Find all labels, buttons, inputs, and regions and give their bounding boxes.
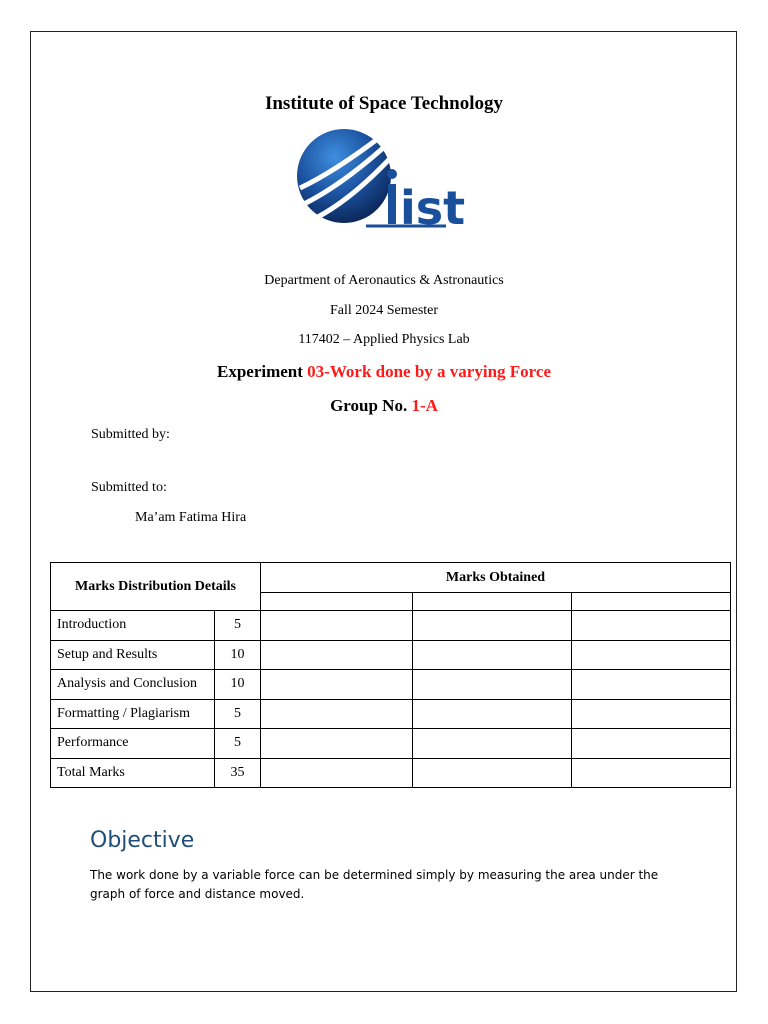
institute-title: Institute of Space Technology — [264, 93, 504, 114]
obtained-cell[interactable] — [413, 670, 572, 700]
table-row — [51, 611, 731, 641]
obtained-cell[interactable] — [261, 729, 413, 759]
objective-heading: Objective — [90, 828, 195, 853]
item-label: Formatting / Plagiarism — [51, 699, 215, 729]
table-row — [51, 670, 731, 700]
objective-text: The work done by a variable force can be determined simply by measuring the area under the graph of force and distance moved. — [90, 868, 659, 901]
obtained-cell[interactable] — [572, 640, 731, 670]
obtained-cell[interactable] — [261, 611, 413, 641]
item-label: Introduction — [51, 611, 215, 641]
obtained-cell[interactable] — [413, 611, 572, 641]
group-prefix: Group No. — [330, 396, 412, 415]
obtained-cell[interactable] — [572, 611, 731, 641]
table-row — [51, 699, 731, 729]
item-max: 5 — [215, 611, 261, 641]
item-max: 10 — [215, 670, 261, 700]
obtained-cell[interactable] — [261, 670, 413, 700]
obtained-cell[interactable] — [413, 729, 572, 759]
experiment-title — [0, 362, 768, 382]
obtained-cell[interactable] — [261, 593, 413, 611]
submitted-by-label: Submitted by: — [91, 427, 170, 442]
obtained-cell[interactable] — [261, 640, 413, 670]
item-max: 35 — [215, 758, 261, 788]
marks-table — [50, 562, 731, 788]
course: 117402 – Applied Physics Lab — [298, 332, 470, 347]
experiment-prefix: Experiment — [216, 362, 308, 381]
marks-obtained-header: Marks Obtained — [261, 563, 731, 593]
obtained-cell[interactable] — [413, 758, 572, 788]
table-row — [51, 640, 731, 670]
item-label: Analysis and Conclusion — [51, 670, 215, 700]
obtained-cell[interactable] — [413, 593, 572, 611]
marks-distribution-header: Marks Distribution Details — [51, 563, 261, 611]
table-header-row — [51, 563, 731, 593]
submitted-to-label: Submitted to: — [91, 480, 167, 495]
obtained-cell[interactable] — [413, 699, 572, 729]
teacher-name: Ma’am Fatima Hira — [135, 510, 247, 525]
group-value: 1-A — [411, 396, 438, 415]
obtained-cell[interactable] — [572, 758, 731, 788]
obtained-cell[interactable] — [413, 640, 572, 670]
obtained-cell[interactable] — [572, 699, 731, 729]
item-max: 5 — [215, 729, 261, 759]
table-row — [51, 729, 731, 759]
item-max: 5 — [215, 699, 261, 729]
obtained-cell[interactable] — [572, 670, 731, 700]
obtained-cell[interactable] — [261, 758, 413, 788]
experiment-name: 03-Work done by a varying Force — [307, 362, 551, 381]
item-label: Setup and Results — [51, 640, 215, 670]
group-number — [0, 396, 768, 416]
item-max: 10 — [215, 640, 261, 670]
table-row — [51, 758, 731, 788]
semester: Fall 2024 Semester — [329, 303, 439, 318]
obtained-cell[interactable] — [261, 699, 413, 729]
item-label: Performance — [51, 729, 215, 759]
department: Department of Aeronautics & Astronautics — [264, 273, 504, 288]
obtained-cell[interactable] — [572, 729, 731, 759]
obtained-cell[interactable] — [572, 593, 731, 611]
item-label: Total Marks — [51, 758, 215, 788]
ist-logo — [296, 126, 472, 232]
logo-text: ist — [400, 181, 466, 232]
